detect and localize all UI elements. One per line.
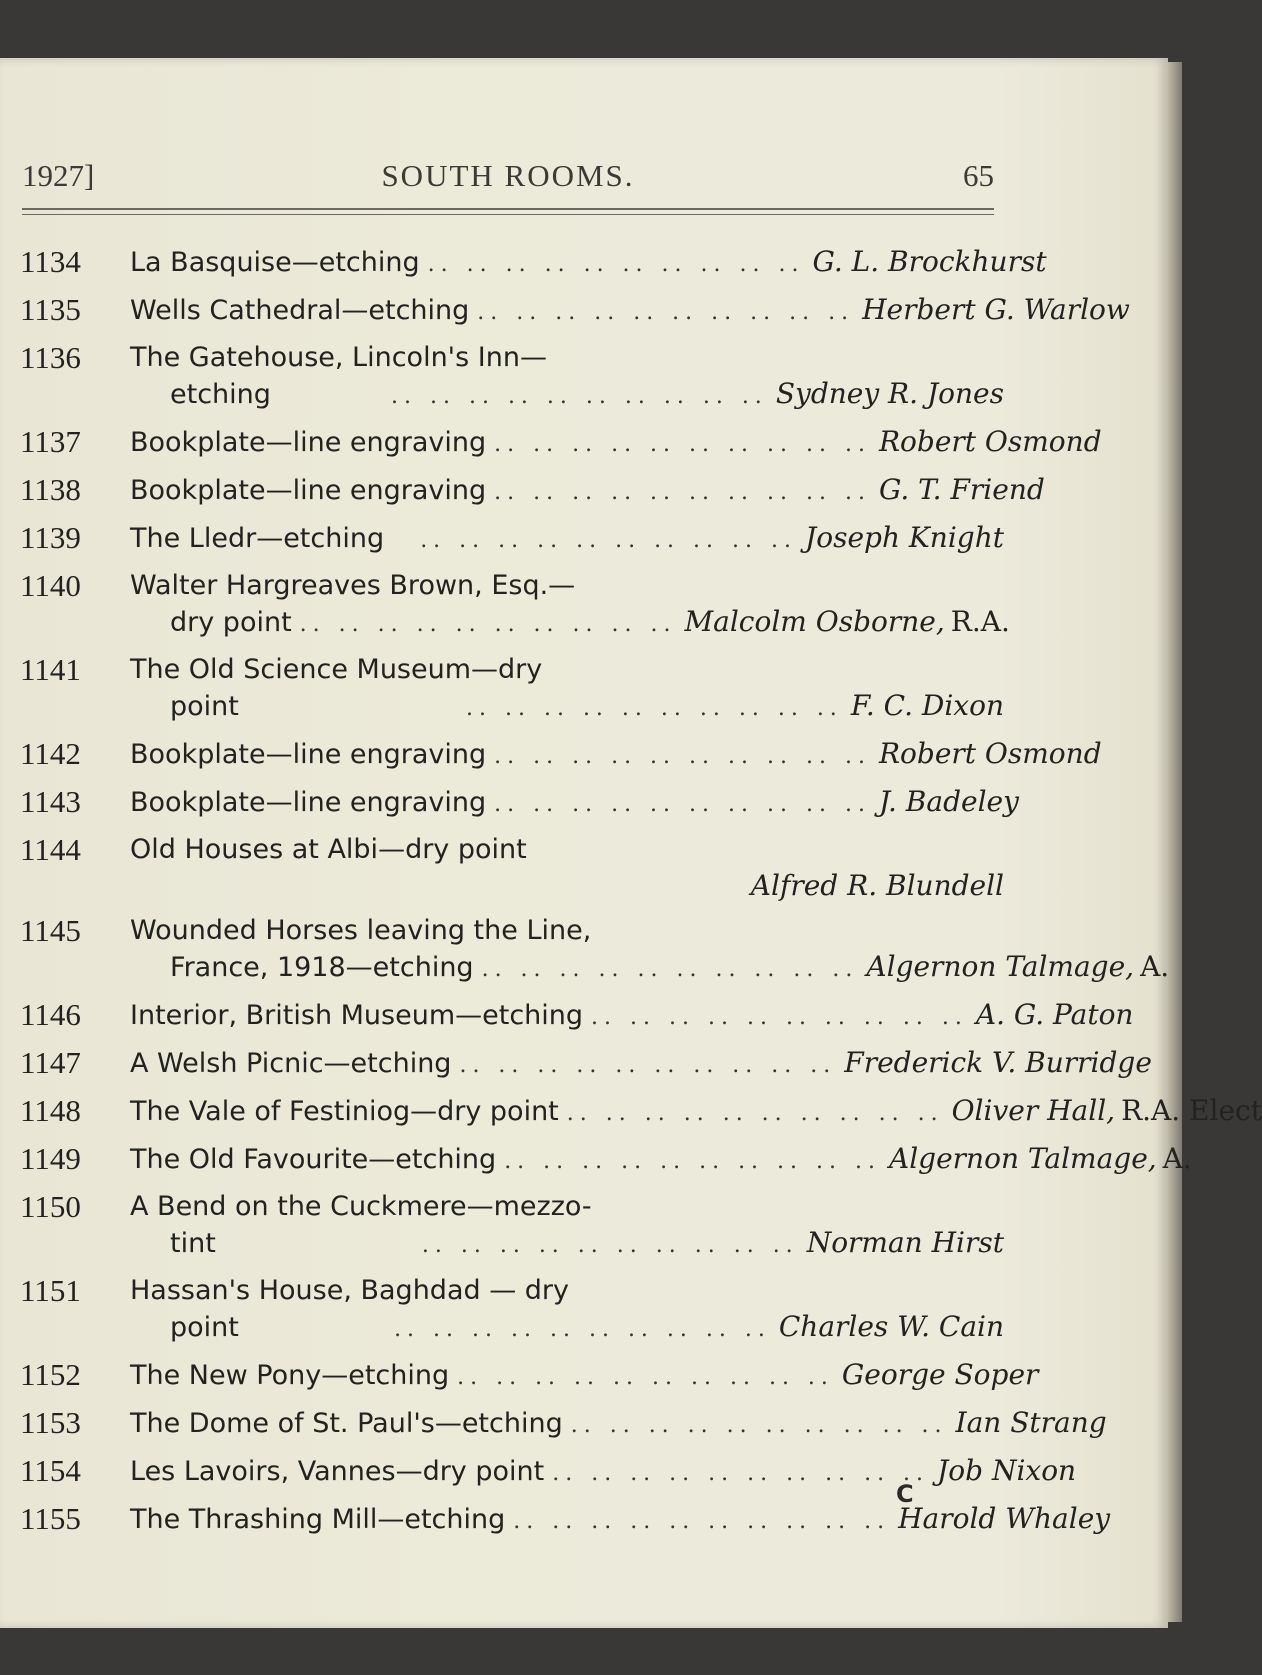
entry-line (130, 520, 1004, 559)
entry-number: 1134 (20, 244, 81, 279)
artist-name: Joseph Knight (805, 521, 1004, 554)
entry-title: Bookplate—line engraving (130, 475, 487, 506)
entry-line (170, 949, 1170, 988)
header-rule (22, 208, 994, 210)
catalogue-entry (20, 424, 1102, 463)
leader-dots: .. .. .. .. .. .. .. .. .. .. (391, 384, 768, 409)
catalogue-entry (20, 1501, 1111, 1540)
entry-number: 1137 (20, 424, 81, 459)
artist-name: Robert Osmond (878, 737, 1102, 770)
entry-title: Wells Cathedral—etching (130, 295, 470, 326)
leader-dots: .. .. .. .. .. .. .. .. .. .. (421, 1233, 799, 1258)
artist-name: A. G. Paton (975, 998, 1134, 1031)
entry-title: Bookplate—line engraving (130, 427, 487, 458)
entry-line (170, 376, 1004, 415)
leader-dots: .. .. .. .. .. .. .. .. .. .. (494, 744, 871, 769)
entry-line (130, 1357, 1039, 1396)
artist-name: Robert Osmond (878, 425, 1102, 458)
entry-line (130, 1405, 1107, 1444)
catalogue-entry (20, 520, 1004, 559)
artist-name: Herbert G. Warlow (862, 293, 1130, 326)
entry-number: 1144 (20, 832, 81, 867)
page-number: 65 (963, 158, 994, 193)
entry-line (130, 472, 1045, 511)
leader-dots: .. .. .. .. .. .. .. .. .. .. (394, 1317, 771, 1342)
leader-dots: .. .. .. .. .. .. .. .. .. .. (570, 1413, 948, 1438)
entry-line (130, 1189, 1004, 1225)
entry-number: 1143 (20, 784, 81, 819)
leader-dots: .. .. .. .. .. .. .. .. .. .. (591, 1005, 968, 1030)
catalogue-entry (20, 1141, 1192, 1180)
leader-dots: .. .. .. .. .. .. .. .. .. .. (552, 1461, 930, 1486)
entry-number: 1139 (20, 520, 81, 555)
catalogue-entry (20, 1405, 1107, 1444)
entry-number: 1149 (20, 1141, 81, 1176)
entry-number: 1145 (20, 913, 81, 948)
leader-dots: .. .. .. .. .. .. .. .. .. .. (457, 1365, 834, 1390)
artist-honour: R.A. (950, 605, 1010, 638)
artist-name: Sydney R. Jones (775, 377, 1004, 410)
catalogue-entry (20, 736, 1102, 775)
entry-title: Bookplate—line engraving (130, 787, 487, 818)
entry-line (130, 340, 1004, 376)
entry-line (130, 832, 1004, 868)
entry-title: The Vale of Festiniog—dry point (130, 1096, 559, 1127)
entry-line (170, 1225, 1004, 1264)
catalogue-list (20, 244, 1262, 1549)
entry-line (130, 1045, 1152, 1084)
entry-line (130, 1453, 1077, 1492)
entry-number: 1154 (20, 1453, 81, 1488)
entry-number: 1142 (20, 736, 81, 771)
catalogue-entry (20, 244, 1047, 283)
artist-honour: A. (1162, 1142, 1192, 1175)
artist-name: G. L. Brockhurst (812, 245, 1047, 278)
entry-line (130, 1501, 1111, 1540)
entry-line (130, 784, 1019, 823)
entry-title: The New Pony—etching (130, 1360, 450, 1391)
artist-name: G. T. Friend (878, 473, 1045, 506)
entry-title: The Dome of St. Paul's—etching (130, 1408, 563, 1439)
entry-number: 1150 (20, 1189, 81, 1224)
leader-dots: .. .. .. .. .. .. .. .. .. .. (504, 1149, 881, 1174)
catalogue-entry (20, 997, 1134, 1036)
entry-number: 1136 (20, 340, 81, 375)
entry-title: The Gatehouse, Lincoln's Inn— (130, 342, 547, 373)
leader-dots: .. .. .. .. .. .. .. .. .. .. (494, 792, 871, 817)
artist-name: George Soper (841, 1358, 1039, 1391)
running-header (22, 158, 994, 198)
catalogue-entry (20, 913, 1170, 988)
catalogue-entry (20, 1453, 1077, 1492)
artist-name: Algernon Talmage, (866, 950, 1135, 983)
entry-title: point (170, 691, 239, 722)
catalogue-entry (20, 340, 1004, 415)
artist-name: Alfred R. Blundell (750, 869, 1004, 902)
entry-title: dry point (170, 607, 292, 638)
entry-title: Hassan's House, Baghdad — dry (130, 1275, 570, 1306)
catalogue-entry (20, 1273, 1004, 1348)
entry-title: etching (170, 379, 271, 410)
leader-dots: .. .. .. .. .. .. .. .. .. .. (566, 1101, 944, 1126)
catalogue-entry (20, 1045, 1152, 1084)
entry-number: 1151 (20, 1273, 81, 1308)
artist-name: J. Badeley (878, 785, 1019, 818)
entry-line (130, 997, 1134, 1036)
entry-title: A Welsh Picnic—etching (130, 1048, 452, 1079)
entry-number: 1155 (20, 1501, 81, 1536)
entry-line (130, 736, 1102, 775)
entry-number: 1138 (20, 472, 81, 507)
catalogue-entry (20, 1189, 1004, 1264)
entry-number: 1135 (20, 292, 81, 327)
entry-title: Wounded Horses leaving the Line, (130, 915, 592, 946)
entry-title: tint (170, 1228, 216, 1259)
catalogue-entry (20, 652, 1004, 727)
artist-name: Charles W. Cain (778, 1310, 1004, 1343)
artist-name: Job Nixon (937, 1454, 1077, 1487)
catalogue-entry (20, 292, 1130, 331)
entry-line (170, 1309, 1004, 1348)
signature-mark: C (896, 1480, 914, 1508)
entry-title: Les Lavoirs, Vannes—dry point (130, 1456, 545, 1487)
leader-dots: .. .. .. .. .. .. .. .. .. .. (427, 252, 805, 277)
entry-title: A Bend on the Cuckmere—mezzo- (130, 1191, 592, 1222)
entry-line (130, 424, 1102, 463)
entry-title: The Thrashing Mill—etching (130, 1504, 506, 1535)
leader-dots: .. .. .. .. .. .. .. .. .. .. (494, 480, 871, 505)
leader-dots: .. .. .. .. .. .. .. .. .. .. (481, 957, 859, 982)
header-rule-thin (22, 214, 994, 215)
leader-dots: .. .. .. .. .. .. .. .. .. .. (477, 300, 855, 325)
entry-title: La Basquise—etching (130, 247, 420, 278)
entry-number: 1147 (20, 1045, 81, 1080)
leader-dots: .. .. .. .. .. .. .. .. .. .. (299, 612, 677, 637)
page-edge (1168, 62, 1182, 1622)
leader-dots: .. .. .. .. .. .. .. .. .. .. (494, 432, 871, 457)
artist-name: Harold Whaley (898, 1502, 1111, 1535)
header-title: SOUTH ROOMS. (381, 158, 635, 193)
entry-title: The Lledr—etching (130, 523, 385, 554)
leader-dots: .. .. .. .. .. .. .. .. .. .. (513, 1509, 891, 1534)
entry-title: France, 1918—etching (170, 952, 474, 983)
entry-number: 1153 (20, 1405, 81, 1440)
artist-name: Algernon Talmage, (889, 1142, 1157, 1175)
entry-line (130, 913, 1004, 949)
catalogue-entry (20, 1357, 1039, 1396)
artist-name: F. C. Dixon (850, 689, 1004, 722)
entry-line (130, 1141, 1192, 1180)
leader-dots: .. .. .. .. .. .. .. .. .. .. (459, 1053, 837, 1078)
entry-number: 1141 (20, 652, 81, 687)
entry-line (170, 604, 1010, 643)
catalogue-entry (20, 472, 1045, 511)
entry-title: The Old Science Museum—dry (130, 654, 543, 685)
artist-name: Malcolm Osborne, (684, 605, 945, 638)
entry-line (130, 1093, 1262, 1132)
catalogue-entry (20, 1093, 1262, 1132)
entry-line (130, 652, 1004, 688)
leader-dots: .. .. .. .. .. .. .. .. .. .. (466, 696, 843, 721)
entry-title: The Old Favourite—etching (130, 1144, 497, 1175)
artist-honour: R.A. Elect (1121, 1094, 1262, 1127)
entry-number: 1140 (20, 568, 81, 603)
leader-dots: .. .. .. .. .. .. .. .. .. .. (420, 528, 797, 553)
entry-number: 1146 (20, 997, 81, 1032)
artist-honour: A. (1140, 950, 1170, 983)
entry-title: Walter Hargreaves Brown, Esq.— (130, 570, 576, 601)
entry-line (170, 688, 1004, 727)
entry-title: Bookplate—line engraving (130, 739, 487, 770)
artist-name: Frederick V. Burridge (844, 1046, 1152, 1079)
catalogue-entry (20, 568, 1010, 643)
entry-title: Old Houses at Albi—dry point (130, 834, 527, 865)
entry-title: point (170, 1312, 239, 1343)
entry-artist-line (130, 868, 1004, 904)
entry-line (130, 244, 1047, 283)
artist-name: Oliver Hall, (951, 1094, 1116, 1127)
catalogue-entry (20, 784, 1019, 823)
entry-title: Interior, British Museum—etching (130, 1000, 584, 1031)
header-year: 1927] (22, 158, 95, 193)
catalogue-entry (20, 832, 1004, 904)
entry-line (130, 292, 1130, 331)
entry-line (130, 1273, 1004, 1309)
artist-name: Norman Hirst (806, 1226, 1004, 1259)
entry-number: 1152 (20, 1357, 81, 1392)
artist-name: Ian Strang (955, 1406, 1107, 1439)
entry-line (130, 568, 1004, 604)
entry-number: 1148 (20, 1093, 81, 1128)
